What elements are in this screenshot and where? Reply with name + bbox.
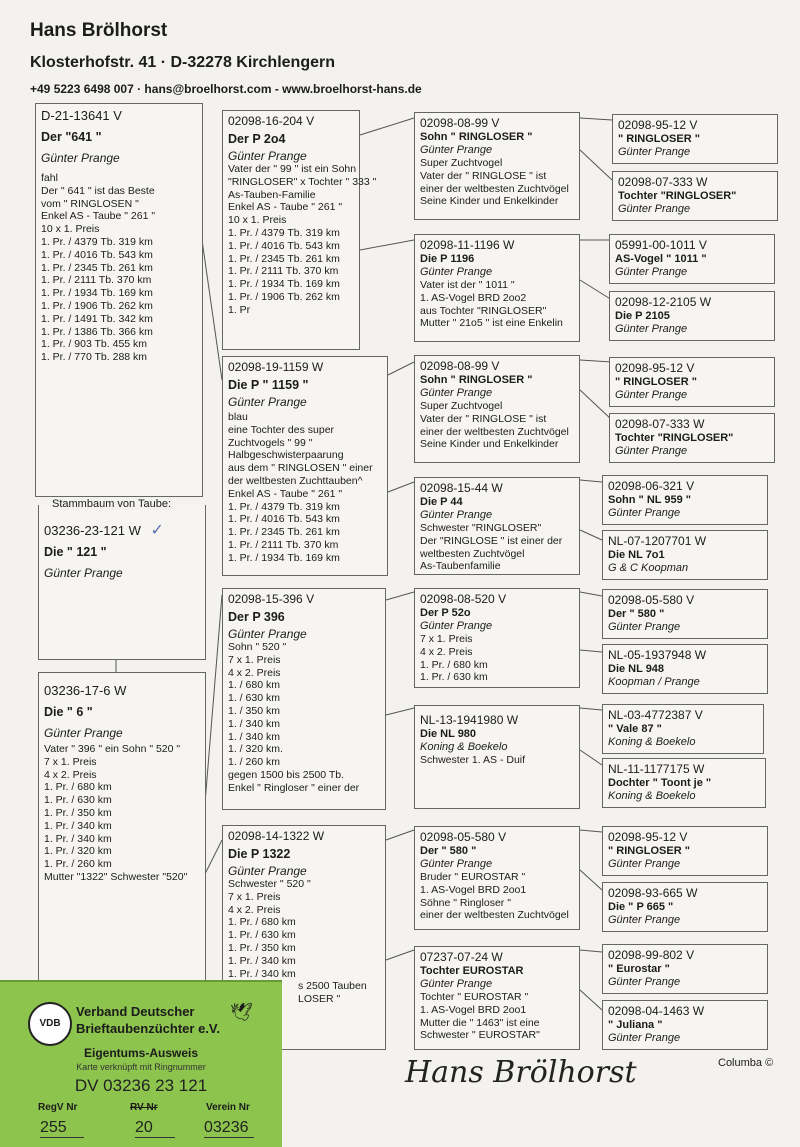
ring-number: 02098-05-580 V [608, 593, 695, 607]
breeder: Günter Prange [615, 445, 688, 457]
info-line: gegen 1500 bis 2500 Tb. [228, 768, 344, 781]
breeder: Koopman / Prange [608, 676, 700, 688]
pedigree-box-gen3[interactable] [414, 234, 580, 342]
info-line: Vater der " RINGLOSE " ist [420, 412, 547, 425]
pedigree-box-gen4[interactable] [612, 114, 778, 164]
info-line: Bruder " EUROSTAR " [420, 871, 526, 883]
info-line: aus dem " RINGLOSEN " einer [228, 462, 373, 475]
breeder: Günter Prange [420, 620, 493, 632]
regv-label: RegV Nr [38, 1102, 78, 1113]
pedigree-box-subject[interactable] [38, 505, 206, 660]
ring-number: 02098-14-1322 W [228, 829, 325, 843]
pedigree-box-sire-of-dam[interactable] [222, 588, 386, 810]
pedigree-box-gen3[interactable] [414, 826, 580, 930]
info-line: Vater der " RINGLOSE " ist [420, 169, 547, 182]
pigeon-name: Die " P 665 " [608, 901, 674, 913]
info-line: weltbesten Zuchtvögel [420, 547, 525, 560]
pigeon-icon: 🕊 [230, 1002, 253, 1022]
pigeon-name: Die NL 948 [608, 663, 665, 675]
breeder-contact: +49 5223 6498 007 · hans@broelhorst.com - www.broelhorst-hans.de [30, 82, 422, 96]
pigeon-name: Die P 2105 [615, 310, 670, 322]
info-line: 1. Pr. / 340 km [228, 967, 296, 980]
info-line: Zuchtvogels " 99 " [228, 436, 313, 449]
pedigree-box-main-cock[interactable] [35, 103, 203, 497]
info-line: Söhne " Ringloser " [420, 896, 511, 909]
info-line: 1. Pr. / 4379 Tb. 319 km [41, 235, 153, 248]
breeder: G & C Koopman [608, 562, 689, 574]
info-line: Sohn " 520 " [228, 641, 287, 653]
pigeon-name: " RINGLOSER " [608, 845, 690, 857]
subject-title: Stammbaum von Taube: [52, 498, 172, 510]
info-line: 1. Pr. / 4016 Tb. 543 km [41, 248, 153, 261]
pigeon-name: Der " 580 " [420, 845, 477, 857]
info-line: 10 x 1. Preis [41, 223, 100, 236]
pigeon-name: " Vale 87 " [608, 723, 662, 735]
ring-number: 02098-95-12 V [615, 361, 695, 375]
info-line: aus Tochter "RINGLOSER" [420, 304, 547, 317]
info-line: fahl [41, 172, 58, 184]
info-line: 1. Pr. / 340 km [44, 819, 112, 832]
info-line: 1. Pr [228, 303, 251, 316]
info-line: 1. Pr. / 350 km [44, 806, 112, 819]
pigeon-name: " Eurostar " [608, 963, 670, 975]
info-line: LOSER " [298, 993, 341, 1006]
info-line: Der " 641 " ist das Beste [41, 184, 155, 197]
info-line: Schwester " EUROSTAR" [420, 1029, 540, 1042]
info-line: Super Zuchtvogel [420, 157, 503, 169]
pedigree-box-gen4[interactable] [602, 530, 768, 580]
breeder: Koning & Boekelo [420, 741, 508, 753]
copyright-notice: Columba © [718, 1057, 774, 1069]
info-line: 1. Pr. / 770 Tb. 288 km [41, 351, 148, 364]
pigeon-name: Der P 52o [420, 607, 471, 619]
info-line: 1. AS-Vogel BRD 2oo1 [420, 1003, 527, 1016]
pedigree-box-gen4[interactable] [609, 357, 775, 407]
pedigree-box-gen3[interactable] [414, 946, 580, 1050]
breeder: Günter Prange [420, 858, 493, 870]
ring-number: 02098-12-2105 W [615, 295, 712, 309]
pigeon-name: Der P 396 [228, 610, 285, 624]
info-line: 1. Pr. / 1906 Tb. 262 km [41, 299, 153, 312]
pedigree-box-gen4[interactable] [602, 758, 766, 808]
ring-number: 02098-08-99 V [420, 116, 500, 130]
info-line: 1. Pr. / 4016 Tb. 543 km [228, 513, 340, 526]
pigeon-name: Die P 1196 [420, 253, 475, 265]
info-line: 1. Pr. / 2111 Tb. 370 km [228, 265, 339, 278]
handwritten-signature: Hans Brölhorst [405, 1055, 637, 1090]
breeder: Günter Prange [608, 858, 681, 870]
breeder: Günter Prange [228, 864, 307, 878]
info-line: 1. Pr. / 340 km [44, 832, 112, 845]
breeder: Günter Prange [618, 203, 691, 215]
info-line: 1. AS-Vogel BRD 2oo1 [420, 883, 527, 896]
ring-number: 02098-05-580 V [420, 830, 507, 844]
info-line: 7 x 1. Preis [44, 755, 97, 768]
info-line: Enkel " Ringloser " einer der [228, 781, 360, 794]
pigeon-name: " Juliana " [608, 1019, 663, 1031]
info-line: 4 x 2. Preis [44, 768, 97, 781]
info-line: Schwester 1. AS - Duif [420, 754, 526, 766]
pigeon-name: Dochter " Toont je " [608, 777, 712, 789]
pedigree-box-gen4[interactable] [602, 704, 764, 754]
info-line: 1. Pr. / 680 km [228, 916, 296, 929]
info-line: Mutter die " 1463" ist eine [420, 1016, 540, 1029]
pigeon-name: Sohn " NL 959 " [608, 494, 691, 506]
info-line: 1. Pr. / 2111 Tb. 370 km [41, 274, 152, 287]
info-line: Vater der " 99 " ist ein Sohn [228, 163, 357, 175]
info-line: As-Tauben-Familie [228, 188, 316, 201]
info-line: vom " RINGLOSEN " [41, 197, 139, 210]
pigeon-name: " RINGLOSER " [618, 133, 700, 145]
breeder: Günter Prange [228, 627, 307, 641]
info-line: 1. Pr. / 2345 Tb. 261 km [228, 252, 340, 265]
pedigree-box-gen4[interactable] [602, 644, 768, 694]
info-line: "RINGLOSER" x Tochter " 333 " [228, 175, 377, 188]
pedigree-box-gen4[interactable] [602, 589, 768, 639]
breeder: Günter Prange [615, 323, 688, 335]
pedigree-box-gen3[interactable] [414, 112, 580, 220]
breeder: Günter Prange [615, 389, 688, 401]
pedigree-box-sire[interactable] [222, 110, 377, 350]
info-line: Schwester " 520 " [228, 878, 311, 890]
card-title: Eigentums-Ausweis [83, 1046, 199, 1060]
pigeon-name: Der "641 " [41, 130, 102, 144]
checkmark-icon: ✓ [150, 522, 164, 539]
ring-number: 02098-08-520 V [420, 592, 507, 606]
pedigree-box-gen3[interactable] [414, 477, 580, 575]
pedigree-box-dam-of-sire[interactable] [222, 356, 388, 576]
breeder-name: Hans Brölhorst [30, 20, 168, 41]
ring-number: NL-07-1207701 W [608, 534, 707, 548]
pedigree-box-gen4[interactable] [609, 413, 775, 463]
ring-number: 02098-16-204 V [228, 114, 315, 128]
breeder: Koning & Boekelo [608, 736, 696, 748]
info-line: 1. Pr. / 4379 Tb. 319 km [228, 226, 340, 239]
info-line: Tochter " EUROSTAR " [420, 991, 529, 1003]
pedigree-box-gen4[interactable] [609, 291, 775, 341]
ring-number: 05991-00-1011 V [615, 238, 707, 252]
ring-number: 02098-07-333 W [615, 417, 705, 431]
info-line: eine Tochter des super [228, 423, 335, 436]
pigeon-name: Die NL 980 [420, 728, 477, 740]
pedigree-box-gen4[interactable] [612, 171, 778, 221]
pigeon-name: Die NL 7o1 [608, 549, 665, 561]
pedigree-box-gen3[interactable] [414, 588, 580, 688]
info-line: 1. Pr. / 680 km [420, 658, 488, 671]
pedigree-box-gen4[interactable] [602, 944, 768, 994]
ring-number: 02098-06-321 V [608, 479, 695, 493]
info-line: 1. AS-Vogel BRD 2oo2 [420, 291, 527, 304]
ring-number: 02098-07-333 W [618, 175, 708, 189]
ring-number: 03236-17-6 W [44, 683, 127, 698]
pedigree-box-gen4[interactable] [609, 234, 775, 284]
info-line: s 2500 Tauben [298, 980, 367, 993]
info-line: blau [228, 411, 248, 423]
breeder: Günter Prange [608, 914, 681, 926]
pigeon-name: Die P " 1159 " [228, 378, 309, 392]
info-line: Mutter "1322" Schwester "520" [44, 870, 188, 883]
info-line: 1. Pr. / 1934 Tb. 169 km [228, 551, 340, 564]
pigeon-name: Sohn " RINGLOSER " [420, 374, 533, 386]
info-line: Mutter " 21o5 " ist eine Enkelin [420, 317, 563, 330]
info-line: 1. Pr. / 2111 Tb. 370 km [228, 538, 339, 551]
ring-number: NL-11-1177175 W [608, 762, 705, 776]
info-line: Halbgeschwisterpaarung [228, 449, 344, 462]
rv-label: RV Nr [130, 1102, 158, 1113]
breeder: Günter Prange [618, 146, 691, 158]
ring-number: 02098-19-1159 W [228, 360, 324, 374]
info-line: Vater ist der " 1011 " [420, 279, 515, 291]
breeder: Günter Prange [420, 266, 493, 278]
info-line: 1. / 680 km [228, 679, 280, 692]
pigeon-name: Sohn " RINGLOSER " [420, 131, 533, 143]
ring-number: 02098-15-44 W [420, 481, 503, 495]
rv-value: 20 [135, 1119, 175, 1138]
info-line: Seine Kinder und Enkelkinder [420, 438, 559, 451]
breeder: Günter Prange [608, 976, 681, 988]
info-line: Schwester "RINGLOSER" [420, 522, 542, 534]
ring-number: 02098-95-12 V [618, 118, 698, 132]
breeder: Günter Prange [615, 266, 688, 278]
info-line: 1. Pr. / 680 km [44, 781, 112, 794]
breeder: Günter Prange [608, 1032, 681, 1044]
breeder: Günter Prange [420, 509, 493, 521]
info-line: 1. Pr. / 320 km [44, 845, 112, 858]
ring-number: 02098-93-665 W [608, 886, 698, 900]
info-line: einer der weltbesten Zuchtvögel [420, 909, 569, 922]
subject-breeder: Günter Prange [44, 566, 123, 580]
breeder: Günter Prange [44, 726, 123, 740]
ring-number: 02098-08-99 V [420, 359, 500, 373]
ring-number: 02098-04-1463 W [608, 1004, 705, 1018]
pedigree-box-gen3[interactable] [414, 355, 580, 463]
pedigree-box-gen4[interactable] [602, 1000, 768, 1050]
info-line: 1. Pr. / 1906 Tb. 262 km [228, 290, 340, 303]
ring-number: NL-13-1941980 W [420, 713, 519, 727]
info-line: Enkel AS - Taube " 261 " [228, 201, 343, 214]
pigeon-name: Die P 44 [420, 496, 463, 508]
pigeon-name: " RINGLOSER " [615, 376, 697, 388]
card-subtitle: Karte verknüpft mit Ringnummer [76, 1062, 206, 1072]
breeder: Günter Prange [228, 149, 307, 163]
ring-number: NL-03-4772387 V [608, 708, 703, 722]
regv-value: 255 [40, 1119, 84, 1138]
info-line: Der "RINGLOSE " ist einer der [420, 534, 563, 547]
breeder: Günter Prange [41, 151, 120, 165]
info-line: 1. Pr. / 1934 Tb. 169 km [228, 278, 340, 291]
card-ring-number: DV 03236 23 121 [74, 1076, 208, 1095]
info-line: 7 x 1. Preis [228, 653, 281, 666]
verein-label: Verein Nr [206, 1102, 250, 1113]
info-line: 1. Pr. / 903 Tb. 455 km [41, 338, 148, 351]
ring-number: 02098-15-396 V [228, 592, 315, 606]
pigeon-name: Tochter "RINGLOSER" [615, 432, 734, 444]
info-line: 1. Pr. / 1934 Tb. 169 km [41, 287, 153, 300]
info-line: 1. Pr. / 350 km [228, 941, 296, 954]
breeder: Günter Prange [608, 621, 681, 633]
pigeon-name: Tochter "RINGLOSER" [618, 190, 737, 202]
info-line: 1. / 340 km [228, 717, 280, 730]
pigeon-name: Die " 6 " [44, 705, 93, 719]
info-line: 1. Pr. / 2345 Tb. 261 km [228, 526, 340, 539]
breeder-address: Klosterhofstr. 41 · D-32278 Kirchlengern [30, 54, 335, 71]
pedigree-box-gen4[interactable] [602, 475, 768, 525]
association-logo-icon: VDB [28, 1002, 72, 1046]
pedigree-box-gen4[interactable] [602, 882, 768, 932]
info-line: As-Taubenfamilie [420, 560, 501, 573]
info-line: 1. Pr. / 630 km [420, 671, 488, 684]
ring-number: D-21-13641 V [41, 108, 122, 123]
breeder: Günter Prange [420, 387, 493, 399]
info-line: 1. Pr. / 1386 Tb. 366 km [41, 325, 153, 338]
ownership-card [0, 980, 282, 1147]
info-line: Vater " 396 " ein Sohn " 520 " [44, 743, 181, 755]
subject-ring-number [44, 522, 200, 540]
association-name-line1: Verband Deutscher [76, 1004, 195, 1019]
breeder: Günter Prange [608, 507, 681, 519]
info-line: 1. Pr. / 630 km [228, 929, 296, 942]
pigeon-name: Die P 1322 [228, 847, 291, 861]
info-line: der weltbesten Zuchttauben^ [228, 474, 363, 487]
info-line: Enkel AS - Taube " 261 " [228, 487, 343, 500]
info-line: 1. Pr. / 1491 Tb. 342 km [41, 312, 153, 325]
info-line: einer der weltbesten Zuchtvögel [420, 425, 569, 438]
breeder: Günter Prange [228, 395, 307, 409]
info-line: 1. / 630 km [228, 692, 280, 705]
info-line: 10 x 1. Preis [228, 214, 287, 227]
info-line: 4 x 2. Preis [228, 666, 281, 679]
info-line: 1. / 350 km [228, 704, 280, 717]
info-line: einer der weltbesten Zuchtvögel [420, 182, 569, 195]
info-line: 4 x 2. Preis [228, 903, 281, 916]
pigeon-name: AS-Vogel " 1011 " [615, 253, 707, 265]
pigeon-name: Der " 580 " [608, 608, 665, 620]
breeder: Günter Prange [420, 978, 493, 990]
info-line: Enkel AS - Taube " 261 " [41, 210, 156, 223]
info-line: 1. Pr. / 4379 Tb. 319 km [228, 500, 340, 513]
info-line: 1. Pr. / 2345 Tb. 261 km [41, 261, 153, 274]
breeder: Günter Prange [420, 144, 493, 156]
verein-value: 03236 [204, 1119, 254, 1138]
info-line: 1. / 320 km. [228, 743, 283, 756]
info-line: Super Zuchtvogel [420, 400, 503, 412]
info-line: 1. Pr. / 630 km [44, 794, 112, 807]
pigeon-name: Der P 2o4 [228, 132, 286, 146]
info-line: Seine Kinder und Enkelkinder [420, 195, 559, 208]
info-line: 7 x 1. Preis [420, 633, 473, 645]
info-line: 4 x 2. Preis [420, 645, 473, 658]
ring-number: 02098-11-1196 W [420, 238, 515, 252]
pigeon-name: Tochter EUROSTAR [420, 965, 524, 977]
info-line: 1. Pr. / 4016 Tb. 543 km [228, 239, 340, 252]
info-line: 1. Pr. / 260 km [44, 858, 112, 871]
ring-number: 02098-95-12 V [608, 830, 688, 844]
ring-number: NL-05-1937948 W [608, 648, 707, 662]
ring-number: 07237-07-24 W [420, 950, 503, 964]
ring-number: 02098-99-802 V [608, 948, 695, 962]
info-line: 7 x 1. Preis [228, 890, 281, 903]
breeder: Koning & Boekelo [608, 790, 696, 802]
association-name-line2: Brieftaubenzüchter e.V. [76, 1021, 221, 1036]
pedigree-box-main-hen[interactable] [38, 672, 206, 982]
pedigree-box-gen4[interactable] [602, 826, 768, 876]
info-line: 1. / 260 km [228, 756, 280, 769]
ring-number-text: 03236-23-121 W [44, 523, 141, 538]
subject-name: Die " 121 " [44, 545, 107, 559]
pedigree-box-gen3[interactable] [414, 705, 580, 809]
info-line: 1. Pr. / 340 km [228, 954, 296, 967]
info-line: 1. / 340 km [228, 730, 280, 743]
